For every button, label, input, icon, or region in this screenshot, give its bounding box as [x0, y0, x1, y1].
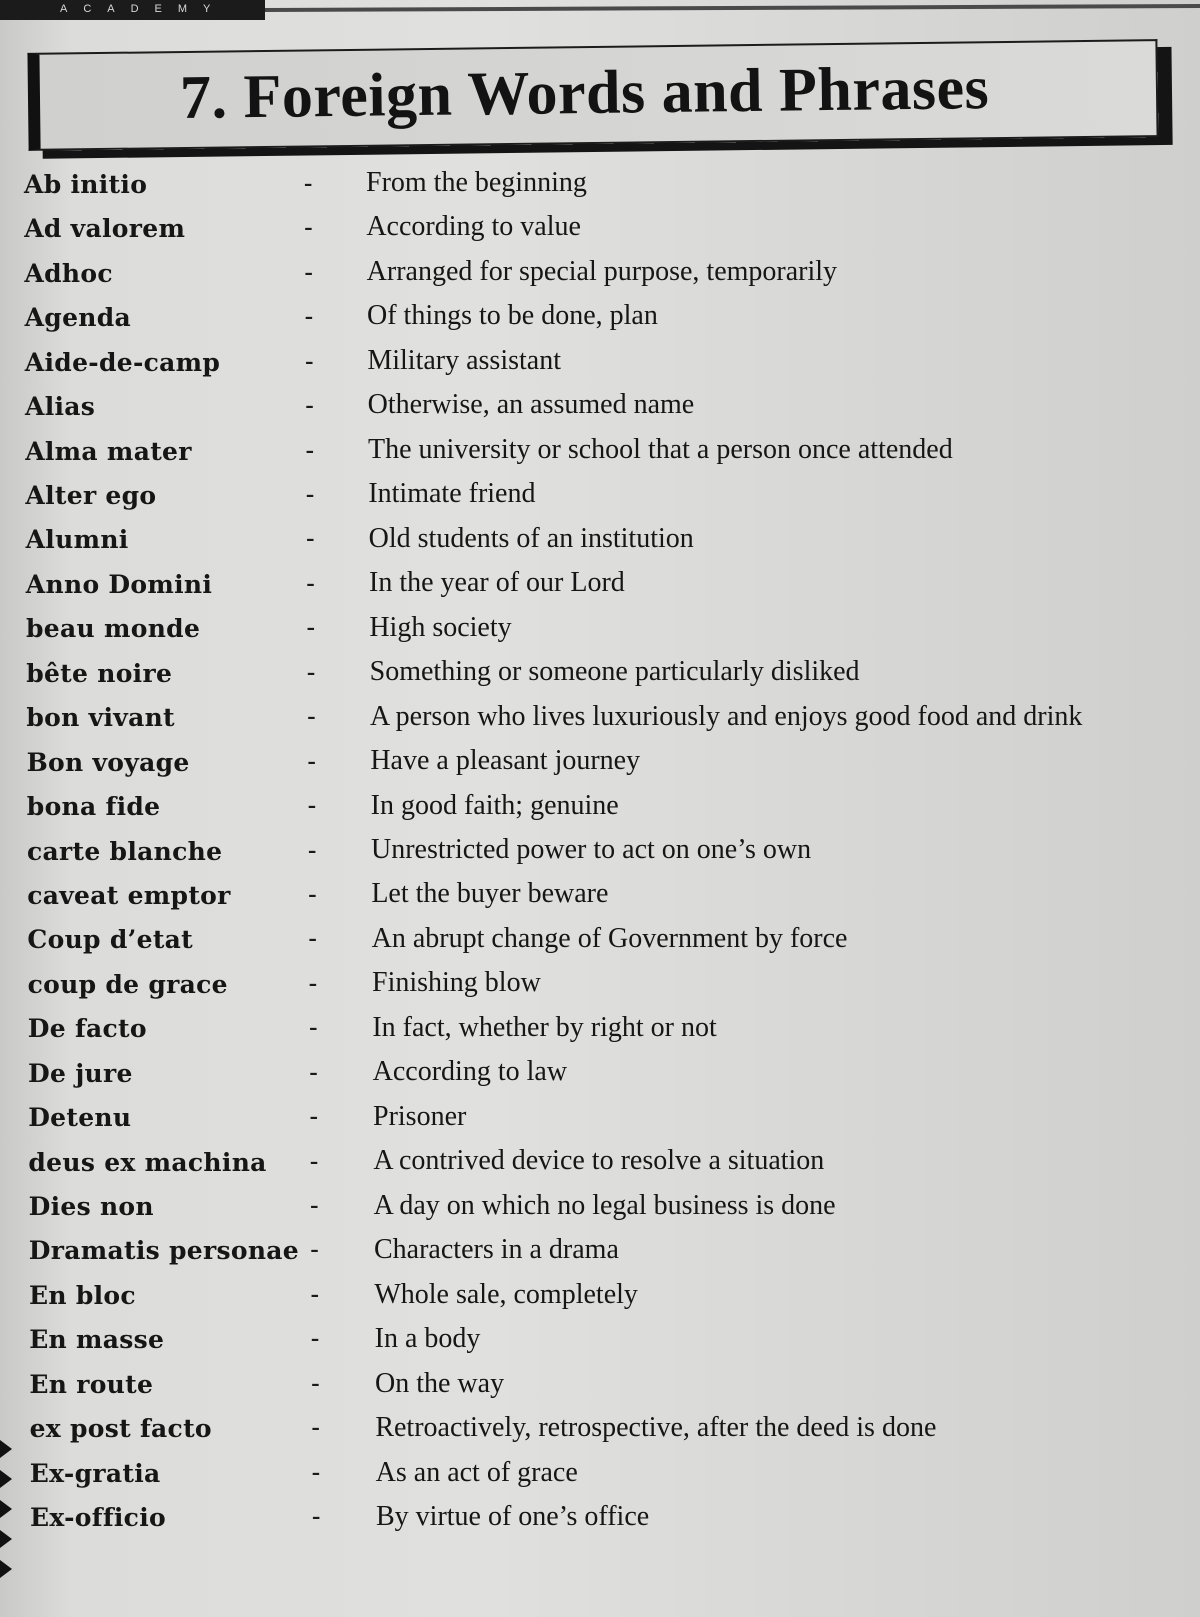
phrase-term: Agenda: [24, 303, 132, 333]
phrase-separator: -: [308, 880, 317, 908]
phrase-separator: -: [310, 1191, 319, 1219]
phrase-entry: [0, 1145, 1200, 1188]
phrase-term: Alias: [25, 392, 96, 422]
phrase-meaning: Intimate friend: [368, 478, 536, 510]
phrase-entry: [0, 478, 1200, 521]
phrase-meaning: According to value: [366, 211, 581, 243]
phrase-term: Ex-gratia: [29, 1458, 161, 1488]
phrase-term: Ex-officio: [30, 1503, 166, 1532]
phrase-term: De jure: [28, 1058, 133, 1088]
phrase-entry: [0, 1414, 1200, 1454]
phrase-entry: [0, 300, 1200, 343]
phrase-entry: [0, 1236, 1200, 1276]
phrase-meaning: From the beginning: [366, 167, 587, 198]
phrase-entry: [0, 522, 1200, 565]
phrase-meaning: Finishing blow: [372, 967, 541, 999]
phrase-separator: -: [304, 214, 313, 242]
phrase-entry: [0, 1503, 1200, 1543]
academy-label: ACADEMY: [60, 3, 227, 15]
phrase-term: Detenu: [28, 1103, 132, 1133]
phrase-meaning: High society: [369, 611, 512, 643]
phrase-meaning: Something or someone particularly disliked: [369, 656, 860, 688]
phrase-term: Anno Domini: [25, 569, 213, 599]
phrase-meaning: As an act of grace: [375, 1456, 578, 1488]
phrase-entry: [0, 167, 1200, 210]
phrase-separator: -: [311, 1414, 320, 1442]
phrase-meaning: By virtue of one’s office: [376, 1501, 650, 1532]
phrase-meaning: A day on which no legal business is done: [373, 1189, 836, 1221]
phrase-separator: -: [305, 436, 314, 464]
phrase-separator: -: [305, 392, 314, 420]
phrase-term: Coup d’etat: [27, 925, 194, 955]
phrase-term: Ad valorem: [24, 214, 186, 244]
phrase-meaning: A contrived device to resolve a situation: [373, 1145, 825, 1177]
phrase-term: bon vivant: [26, 703, 175, 733]
phrase-term: Alma mater: [25, 436, 192, 466]
phrase-meaning: Unrestricted power to act on one’s own: [371, 834, 812, 865]
phrase-entry: [0, 1278, 1200, 1321]
phrase-meaning: Characters in a drama: [374, 1234, 619, 1266]
phrase-separator: -: [311, 1458, 321, 1486]
phrase-term: En bloc: [29, 1280, 136, 1310]
phrase-separator: -: [306, 614, 315, 642]
phrase-meaning: Old students of an institution: [368, 522, 694, 554]
phrase-meaning: In good faith; genuine: [370, 789, 619, 821]
phrase-separator: -: [307, 703, 316, 731]
phrase-entry: [0, 1056, 1200, 1099]
phrase-separator: -: [304, 258, 313, 286]
phrase-separator: -: [308, 969, 318, 997]
phrase-separator: -: [306, 658, 316, 686]
phrase-meaning: Retroactively, retrospective, after the deed is done: [375, 1412, 937, 1444]
phrase-separator: -: [307, 747, 316, 775]
phrase-meaning: Prisoner: [373, 1100, 467, 1132]
phrase-term: caveat emptor: [27, 880, 231, 910]
phrase-separator: -: [310, 1280, 319, 1308]
phrase-term: Adhoc: [24, 258, 113, 288]
phrase-separator: -: [308, 836, 317, 864]
phrase-entry: [0, 878, 1200, 921]
phrase-entry: [0, 922, 1200, 965]
phrase-entry: [0, 1456, 1200, 1499]
phrase-entry: [0, 255, 1200, 299]
phrase-entry: [0, 611, 1200, 654]
phrase-entry: [0, 344, 1200, 388]
phrase-meaning: An abrupt change of Government by force: [371, 922, 848, 954]
phrase-separator: -: [309, 1014, 318, 1042]
phrase-separator: -: [310, 1236, 319, 1264]
phrase-separator: -: [305, 347, 314, 375]
phrase-entry: [0, 1367, 1200, 1410]
phrase-term: Dies non: [28, 1191, 154, 1221]
phrase-meaning: According to law: [372, 1056, 568, 1088]
phrase-term: coup de grace: [27, 969, 228, 999]
phrase-meaning: Otherwise, an assumed name: [367, 389, 695, 421]
phrase-separator: -: [308, 925, 317, 953]
phrase-term: De facto: [27, 1014, 147, 1044]
phrase-entry: [0, 834, 1200, 877]
phrase-meaning: Have a pleasant journey: [370, 745, 641, 777]
phrase-separator: -: [304, 170, 313, 197]
phrase-entry: [0, 656, 1200, 699]
phrase-meaning: In the year of our Lord: [369, 567, 625, 599]
phrase-separator: -: [307, 792, 317, 820]
phrase-term: Aide-de-camp: [24, 347, 221, 377]
phrase-entry: [0, 1011, 1200, 1054]
phrase-separator: -: [309, 1103, 318, 1131]
phrase-entry: [0, 789, 1200, 832]
phrase-entry: [0, 745, 1200, 788]
phrase-meaning: Whole sale, completely: [374, 1278, 638, 1310]
phrase-meaning: A person who lives luxuriously and enjoys good food and drink: [370, 700, 1083, 732]
phrase-meaning: Of things to be done, plan: [367, 300, 658, 332]
phrase-meaning: Arranged for special purpose, temporarily: [366, 255, 838, 287]
phrase-entry: [0, 1100, 1200, 1143]
phrase-term: En route: [29, 1369, 154, 1399]
phrase-term: beau monde: [26, 614, 201, 644]
phrase-meaning: On the way: [375, 1367, 505, 1399]
phrase-meaning: The university or school that a person once attended: [368, 433, 953, 465]
phrase-separator: -: [306, 525, 315, 553]
phrase-separator: -: [309, 1147, 319, 1175]
phrase-term: bête noire: [26, 658, 173, 688]
phrase-term: ex post facto: [29, 1414, 212, 1444]
phrase-term: Bon voyage: [26, 747, 190, 777]
phrase-term: Alter ego: [25, 481, 157, 511]
phrase-term: Ab initio: [24, 170, 148, 199]
phrase-entry: [0, 967, 1200, 1010]
phrase-meaning: Military assistant: [367, 344, 561, 376]
phrase-meaning: Let the buyer beware: [371, 878, 609, 910]
phrase-separator: -: [309, 1058, 318, 1086]
page-title: 7. Foreign Words and Phrases: [179, 54, 990, 132]
phrase-term: bona fide: [26, 792, 161, 822]
phrase-entry: [0, 1325, 1200, 1365]
phrase-entry: [0, 389, 1200, 432]
phrase-term: En masse: [29, 1325, 165, 1355]
phrase-meaning: In fact, whether by right or not: [372, 1011, 717, 1043]
phrase-entry: [0, 1189, 1200, 1232]
phrase-entry: [0, 433, 1200, 477]
phrase-meaning: In a body: [374, 1323, 481, 1355]
phrase-entry: [0, 567, 1200, 610]
phrase-entry: [0, 211, 1200, 254]
phrase-separator: -: [304, 303, 314, 331]
phrase-term: carte blanche: [27, 836, 223, 866]
phrase-separator: -: [305, 481, 315, 509]
phrase-term: deus ex machina: [28, 1147, 267, 1177]
phrase-entry: [0, 700, 1200, 743]
phrase-separator: -: [312, 1503, 321, 1530]
phrase-term: Alumni: [25, 525, 129, 555]
phrase-separator: -: [306, 569, 315, 597]
phrase-term: Dramatis personae: [28, 1236, 300, 1266]
phrase-separator: -: [310, 1325, 320, 1353]
phrase-separator: -: [311, 1369, 320, 1397]
